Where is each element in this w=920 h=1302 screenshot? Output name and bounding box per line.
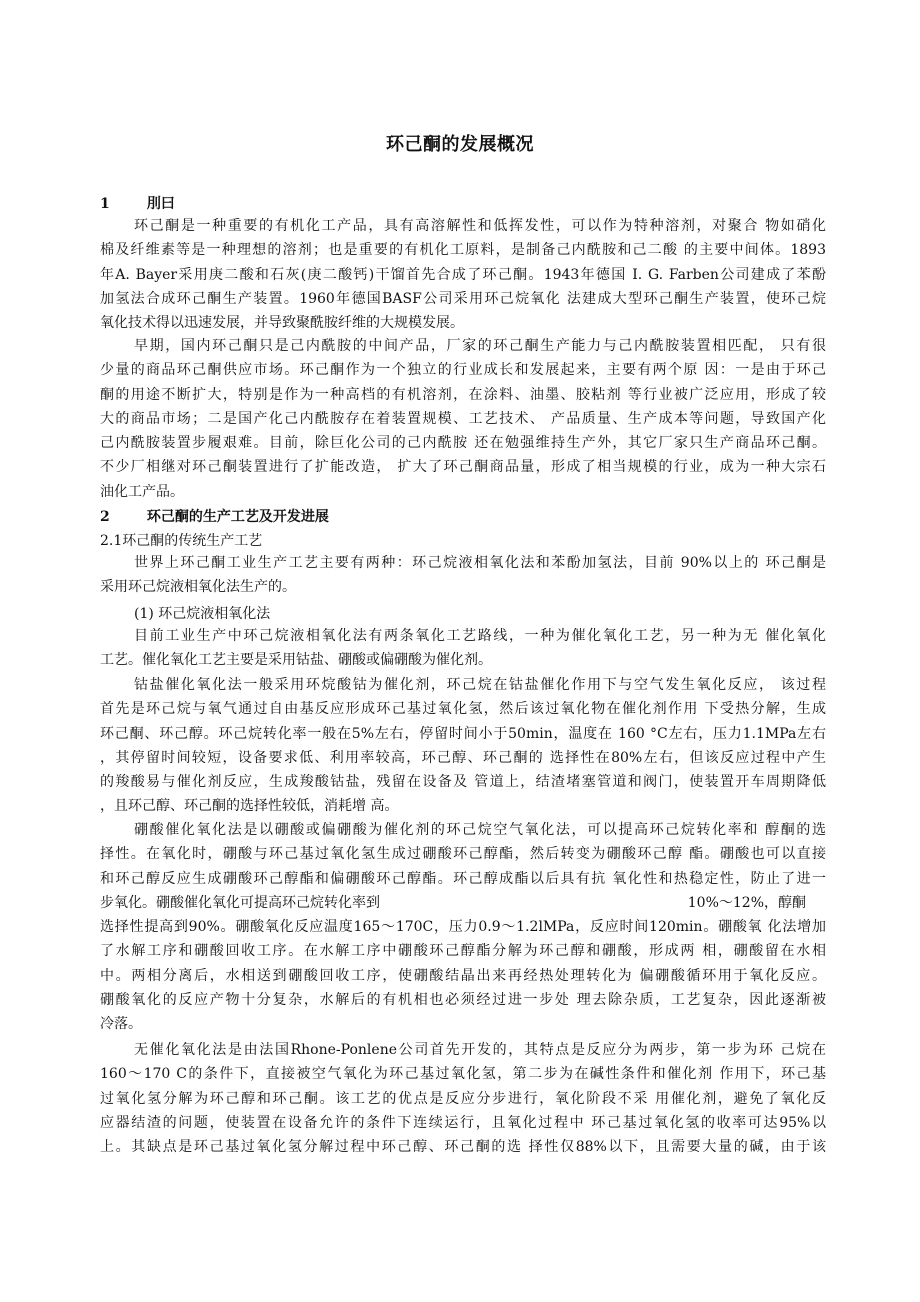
paragraph-line: 油化工产品。 — [100, 483, 184, 500]
paragraph-line: 酮的用途不断扩大，特别是作为一种高档的有机溶剂，在涂料、油墨、胶粘剂 等行业被广泛应用，形成了较 — [100, 386, 826, 403]
paragraph-line: 工艺。催化氧化工艺主要是采用钴盐、硼酸或偏硼酸为催化剂。 — [100, 652, 492, 669]
section-1-heading — [100, 193, 175, 213]
paragraph-line: 环己酮是一种重要的有机化工产品，具有高溶解性和低挥发性，可以作为特种溶剂，对聚合 物如硝化 — [134, 218, 826, 234]
paragraph-line: 硼酸催化氧化法是以硼酸或偏硼酸为催化剂的环己烷空气氧化法，可以提高环己烷转化率和 醇酮的选 — [134, 822, 826, 838]
paragraph-line: 上。其缺点是环己基过氧化氢分解过程中环己醇、环己酮的选 择性仅88%以下，且需要大量的碱，由于该 — [100, 1139, 826, 1156]
section-2-number: 2 — [100, 509, 110, 525]
paragraph-3 — [100, 551, 826, 600]
paragraph-line: 钴盐催化氧化法一般采用环烷酸钴为催化剂，环己烷在钴盐催化作用下与空气发生氧化反应， 该过程 — [134, 677, 826, 693]
paragraph-line: 应器结渣的问题，使装置在设备允许的条件下连续运行，且氧化过程中 环己基过氧化氢的收率可达95%以 — [100, 1114, 826, 1131]
paragraph-line: 加氢法合成环己酮生产装置。1960年德国BASF公司采用环己烷氧化 法建成大型环己酮生产装置，使环己烷 — [100, 290, 826, 307]
paragraph-6 — [100, 818, 826, 1037]
paragraph-line: 年A. Bayer采用庚二酸和石灰(庚二酸钙)干馏首先合成了环己酮。1943年德国 I. G. Farben公司建成了苯酚 — [100, 266, 826, 283]
paragraph-line: 冷落。 — [100, 1016, 142, 1033]
paragraph-line: 氧化技术得以迅速发展，并导致聚酰胺纤维的大规模发展。 — [100, 315, 464, 332]
paragraph-line: 中。两相分离后，水相送到硼酸回收工序，使硼酸结晶出来再经热处理转化为 偏硼酸循环用于氧化反应。 — [100, 967, 826, 984]
paragraph-line: 了水解工序和硼酸回收工序。在水解工序中硼酸环己醇酯分解为环己醇和硼酸，形成两 相，硼酸留在水相 — [100, 943, 826, 960]
paragraph-line: 采用环己烷液相氧化法生产的。 — [100, 579, 296, 596]
paragraph-line: ，其停留时间较短，设备要求低、利用率较高，环己醇、环己酮的 选择性在80%左右，但该反应过程中产生 — [100, 749, 826, 766]
paragraph-line: 少量的商品环己酮供应市场。环己酮作为一个独立的行业成长和发展起来，主要有两个原 因：一是由于环己 — [100, 362, 826, 379]
paragraph-line: 首先是环己烷与氧气通过自由基反应形成环己基过氧化氢，然后该过氧化物在催化剂作用 下受热分解，生成 — [100, 701, 826, 718]
paragraph-4 — [100, 624, 826, 673]
paragraph-line: 过氧化氢分解为环己醇和环己酮。该工艺的优点是反应分步进行，氧化阶段不采 用催化剂，避免了氧化反 — [100, 1090, 826, 1107]
paragraph-line: ，且环己醇、环己酮的选择性较低，消耗增 高。 — [100, 798, 399, 815]
subsection-2-1-heading: 2.1环己酮的传统生产工艺 — [100, 533, 263, 549]
paragraph-line: 160〜170 C的条件下，直接被空气氧化为环己基过氧化氢，第二步为在碱性条件和催化剂 作用下，环己基 — [100, 1066, 826, 1083]
document-title: 环己酮的发展概况 — [386, 134, 534, 155]
paragraph-line: 的羧酸易与催化剂反应，生成羧酸钴盐，残留在设备及 管道上，结渣堵塞管道和阀门，使装置开车周期降低 — [100, 774, 826, 791]
paragraph-line: 大的商品市场；二是国产化己内酰胺存在着装置规模、工艺技术、 产品质量、生产成本等问题，导致国产化 — [100, 410, 826, 427]
paragraph-line: 和环己醇反应生成硼酸环己醇酯和偏硼酸环己醇酯。环己醇成酯以后具有抗 氧化性和热稳定性，防止了进一 — [100, 870, 826, 887]
paragraph-line: 棉及纤维素等是一种理想的溶剂；也是重要的有机化工原料，是制备己内酰胺和己二酸 的主要中间体。1893 — [100, 242, 826, 259]
split-line-left: 步氧化。硼酸催化氧化可提高环己烷转化率到 — [100, 894, 380, 911]
paragraph-line: 目前工业生产中环己烷液相氧化法有两条氧化工艺路线，一种为催化氧化工艺，另一种为无 催化氧化 — [134, 628, 826, 644]
section-1-title: 刖曰 — [146, 196, 175, 212]
paragraph-5 — [100, 673, 826, 819]
paragraph-line: 早期，国内环己酮只是己内酰胺的中间产品，厂家的环己酮生产能力与己内酰胺装置相匹配， 只有很 — [134, 338, 826, 354]
paragraph-7 — [100, 1038, 826, 1159]
paragraph-line: 硼酸氧化的反应产物十分复杂，水解后的有机相也必须经过进一步处 理去除杂质，工艺复杂，因此逐渐被 — [100, 992, 826, 1009]
paragraph-2 — [100, 334, 826, 504]
paragraph-line: 世界上环己酮工业生产工艺主要有两种：环己烷液相氧化法和苯酚加氢法，目前 90%以上的 环己酮是 — [134, 555, 826, 571]
section-2-title: 环己酮的生产工艺及开发进展 — [146, 509, 329, 525]
paragraph-split-line — [100, 891, 826, 915]
section-2-heading — [100, 506, 329, 526]
paragraph-line: 择性。在氧化时，硼酸与环己基过氧化氢生成过硼酸环己醇酯，然后转变为硼酸环己醇 酯。硼酸也可以直接 — [100, 846, 826, 863]
split-line-right: 10%〜12%，醇酮 — [687, 894, 806, 911]
section-1-number: 1 — [100, 196, 110, 212]
method-1-heading: (1) 环己烷液相氧化法 — [134, 606, 271, 622]
paragraph-line: 环己酮、环己醇。环己烷转化率一般在5%左右，停留时间小于50min，温度在 160 °C左右，压力1.1MPa左右 — [100, 725, 826, 742]
paragraph-line: 选择性提高到90%。硼酸氧化反应温度165〜170C，压力0.9〜1.2lMPa，反应时间120min。硼酸氧 化法增加 — [100, 919, 826, 936]
paragraph-1 — [100, 214, 826, 335]
paragraph-line: 不少厂相继对环己酮装置进行了扩能改造， 扩大了环己酮商品量，形成了相当规模的行业，成为一种大宗石 — [100, 459, 826, 476]
paragraph-line: 己内酰胺装置步履艰难。目前，除巨化公司的己内酰胺 还在勉强维持生产外，其它厂家只生产商品环己酮。 — [100, 435, 826, 452]
paragraph-line: 无催化氧化法是由法国Rhone-Ponlene公司首先开发的，其特点是反应分为两步，第一步为环 己烷在 — [134, 1042, 826, 1058]
